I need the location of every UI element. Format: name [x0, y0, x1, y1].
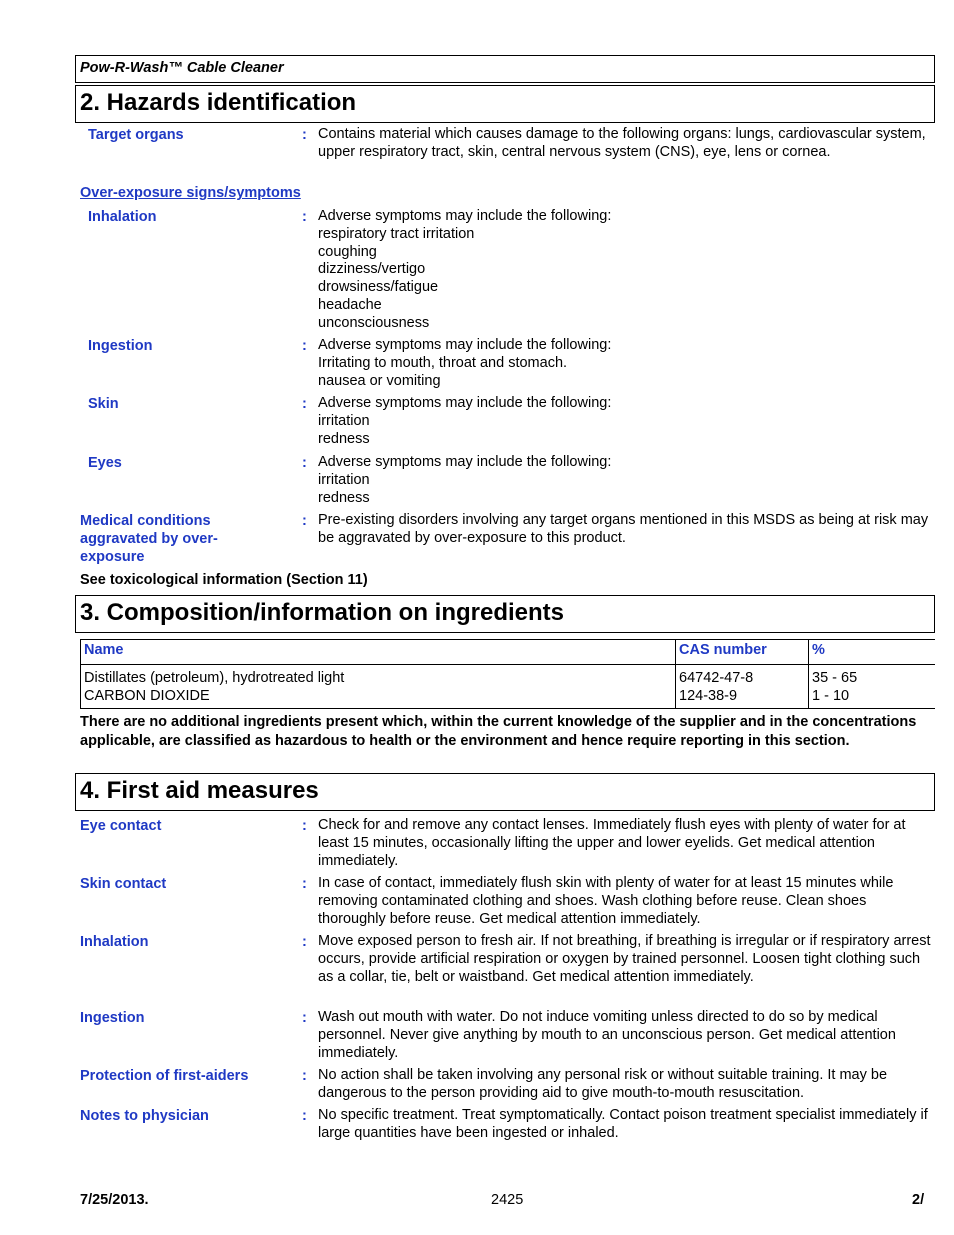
ingestion-symptoms — [318, 337, 933, 390]
symptom-line: unconsciousness — [318, 314, 430, 331]
table-header-percent: % — [812, 642, 825, 658]
target-organs-value: Contains material which causes damage to the following organs: lungs, cardiovascular system, upper respiratory tract, skin, central nervous system (CNS), eye, lens or cornea. — [318, 126, 926, 160]
label-line: exposure — [80, 549, 145, 565]
footer-date: 7/25/2013. — [80, 1192, 149, 1208]
table-cell-names — [80, 666, 675, 708]
skin-contact-label: Skin contact — [80, 876, 167, 892]
table-row: 64742-47-8 — [679, 670, 754, 686]
ingestion-label: Ingestion — [88, 338, 153, 354]
document-header — [75, 55, 935, 83]
colon: : — [302, 934, 307, 950]
section-3-title: 3. Composition/information on ingredients — [80, 599, 564, 626]
ingestion-aid-value: Wash out mouth with water. Do not induce vomiting unless directed to do so by medical personnel. Never give anything by mouth to an unconscious person. Get medical attention immediately. — [318, 1009, 896, 1061]
symptom-line: drowsiness/fatigue — [318, 279, 439, 296]
symptom-line: coughing — [318, 243, 377, 260]
colon: : — [302, 876, 307, 892]
target-organs-label: Target organs — [88, 127, 184, 143]
colon: : — [302, 1108, 307, 1124]
table-row: CARBON DIOXIDE — [84, 688, 210, 704]
skin-label: Skin — [88, 396, 119, 412]
notes-physician-value: No specific treatment. Treat symptomatically. Contact poison treatment specialist immediately if large quantities have been ingested or inhaled. — [318, 1107, 928, 1141]
inhalation-aid-value: Move exposed person to fresh air. If not breathing, if breathing is irregular or if respiratory arrest occurs, provide artificial respiration or oxygen by trained personnel. Loosen tight clothing such as a collar, tie, belt or waistband. Get medical attention immediately. — [318, 933, 931, 985]
colon: : — [302, 818, 307, 834]
section-3-header — [75, 595, 935, 633]
colon: : — [302, 396, 307, 412]
symptom-line: Adverse symptoms may include the following: — [318, 454, 612, 470]
eyes-symptoms — [318, 454, 933, 507]
colon: : — [302, 513, 307, 529]
table-header-name: Name — [84, 642, 124, 658]
table-cell-cas — [675, 666, 808, 708]
overexposure-link[interactable]: Over-exposure signs/symptoms — [80, 185, 301, 201]
table-row: 124-38-9 — [679, 688, 738, 704]
colon: : — [302, 1068, 307, 1084]
medical-conditions-value: Pre-existing disorders involving any target organs mentioned in this MSDS as being at risk may be aggravated by over-exposure to this product. — [318, 512, 929, 546]
section-4-header — [75, 773, 935, 811]
colon: : — [302, 1010, 307, 1026]
ingredients-table — [80, 639, 935, 709]
colon: : — [302, 455, 307, 471]
ingredients-note: There are no additional ingredients present which, within the current knowledge of the supplier and in the concentrations applicable, are classified as hazardous to health or the environment and hence require reporting in this section. — [80, 714, 917, 749]
inhalation-label: Inhalation — [88, 209, 157, 225]
eyes-label: Eyes — [88, 455, 122, 471]
colon: : — [302, 209, 307, 225]
symptom-line: Adverse symptoms may include the following: — [318, 395, 612, 411]
colon: : — [302, 338, 307, 354]
table-row: 1 - 10 — [812, 688, 850, 704]
inhalation-aid-label: Inhalation — [80, 934, 149, 950]
symptom-line: Irritating to mouth, throat and stomach. — [318, 354, 568, 371]
skin-contact-value: In case of contact, immediately flush skin with plenty of water for at least 15 minutes while removing contaminated clothing and shoes. Wash clothing before reuse. Clean shoes thoroughly before reuse. Get medical attention immediately. — [318, 875, 894, 927]
section-4-title: 4. First aid measures — [80, 777, 319, 804]
section-2-header — [75, 85, 935, 123]
product-name: Pow-R-Wash™ Cable Cleaner — [80, 60, 284, 76]
symptom-line: Adverse symptoms may include the following: — [318, 208, 612, 224]
inhalation-symptoms — [318, 208, 933, 333]
see-tox-note: See toxicological information (Section 11) — [80, 572, 368, 588]
label-line: Medical conditions — [80, 513, 211, 529]
symptom-line: Adverse symptoms may include the following: — [318, 337, 612, 353]
symptom-line: nausea or vomiting — [318, 372, 441, 389]
notes-physician-label: Notes to physician — [80, 1108, 209, 1124]
table-cell-percent — [808, 666, 935, 708]
symptom-line: dizziness/vertigo — [318, 261, 426, 278]
protection-label: Protection of first-aiders — [80, 1068, 249, 1084]
colon: : — [302, 127, 307, 143]
symptom-line: redness — [318, 489, 370, 506]
footer-page: 2/ — [912, 1192, 924, 1208]
eye-contact-value: Check for and remove any contact lenses. Immediately flush eyes with plenty of water for at least 15 minutes, occasionally lifting the upper and lower eyelids. Get medical attention immediately. — [318, 817, 906, 869]
table-header-cas: CAS number — [679, 642, 767, 658]
symptom-line: irritation — [318, 412, 370, 429]
label-line: aggravated by over- — [80, 531, 218, 547]
ingestion-aid-label: Ingestion — [80, 1010, 145, 1026]
symptom-line: redness — [318, 430, 370, 447]
protection-value: No action shall be taken involving any personal risk or without suitable training. It may be dangerous to the person providing aid to give mouth-to-mouth resuscitation. — [318, 1067, 888, 1101]
section-2-title: 2. Hazards identification — [80, 89, 357, 116]
symptom-line: respiratory tract irritation — [318, 225, 475, 242]
symptom-line: irritation — [318, 471, 370, 488]
skin-symptoms — [318, 395, 933, 448]
symptom-line: headache — [318, 296, 382, 313]
table-row: Distillates (petroleum), hydrotreated light — [84, 670, 345, 686]
footer-code: 2425 — [491, 1192, 524, 1208]
medical-conditions-label — [80, 512, 218, 566]
eye-contact-label: Eye contact — [80, 818, 162, 834]
table-row: 35 - 65 — [812, 670, 858, 686]
